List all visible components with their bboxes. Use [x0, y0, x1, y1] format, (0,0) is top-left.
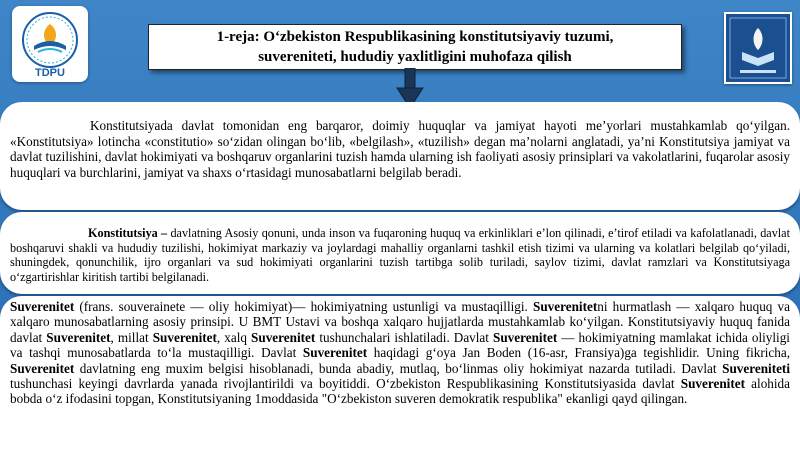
constitution-definition-box [0, 102, 800, 210]
sovereignty-text-segment: alohida bobda o‘z ifodasini topgan, Konstitutsiyaning 1moddasida "O‘zbekiston suveren demokratik respublika" ekanligi qayd qilingan. [10, 376, 790, 407]
sovereignty-text-segment: ni hurmatlash — xalqaro huquq va xalqaro munosabatlarning asosiy prinsipi. U BMT Ustavi va boshqa xalqaro hujjatlarda mustahkamlab ko‘yilgan. Konstitutsiyaviy huquq fanida davlat [10, 299, 790, 345]
sovereignty-box [0, 296, 800, 449]
sovereignty-term: Suverenitet [680, 376, 745, 392]
sovereignty-term: Suverenitet [302, 345, 368, 361]
slide-title-line1: 1-reja: O‘zbekiston Respublikasining konstitutsiyaviy tuzumi, [216, 29, 614, 45]
sovereignty-term: Suverenitet [493, 329, 558, 345]
sovereignty-term: Suverenitet [10, 299, 75, 314]
sovereignty-term: Suverenitet [251, 329, 316, 345]
constitution-term-text: davlatning Asosiy qonuni, unda inson va fuqaroning huquq va erkinliklari e’lon qilinadi, e’tirof etiladi va kafolatlanadi, davlat boshqaruvi shakli va hududiy tuzilishi, hokimiyat markaziy va joylardagi mahalliy organlarni tashkil etish tizimi va ularning va kolatlari belgilab qo‘yiladi, shuningdek, qonunchilik, ijro organlari va sud hokimiyati organlarini tuzish tartibga solib turiladi, saylov tizimi, davlat ramzlari va Konstitutsiyaga o‘zgartirishlar kiritish tartibi belgilanadi. [10, 226, 790, 284]
sovereignty-text-segment: davlatning eng muxim belgisi hisoblanadi, bunda abadiy, mutlaq, bo‘linmas oliy hokimiyat nazarda tutiladi. Davlat [74, 360, 723, 376]
sovereignty-term: Suverenitet [46, 329, 111, 345]
slide-title [155, 27, 675, 67]
constitution-definition-text: Konstitutsiyada davlat tomonidan eng barqaror, doimiy huquqlar va jamiyat hayoti me’yorlari mustahkamlab qo‘yilgan. «Konstitutsiya» lotincha «constitutio» so‘zidan olingan bo‘lib, «belgilash», «tuzilish» degan ma’nolarni anglatadi, ya’ni Konstitutsiya jamiyat va davlat tuzilishini, davlat hokimiyati va boshqaruv organlarini tuzish hamda ularning ish faoliyati asosiy prinsiplari va vakolatlarini, fuqarolar asosiy huquqlari va burchlarini, jamiyat va shaxs o‘rtasidagi munosabatlarni belgilab beradi. [10, 118, 790, 180]
sovereignty-text-segment: tushunchasi keyingi davrlarda yanada rivojlantirildi va boyitiddi. O‘zbekiston Respublikasining Konstitutsiyasida davlat [10, 376, 681, 392]
sovereignty-text-segment: , xalq [216, 329, 252, 345]
logo-text: TDPU [35, 67, 65, 79]
sovereignty-text-segment: — hokimiyatning mamlakat ichida oliyligi va tashqi munosabatlarda to‘la mustaqilligi. Davlat [10, 329, 790, 361]
sovereignty-term: Suverenitet [10, 360, 75, 376]
sovereignty-term: Suverenitet [533, 299, 598, 314]
sovereignty-paragraph [10, 299, 790, 407]
constitution-definition-paragraph [10, 118, 790, 180]
sovereignty-text-segment: tushunchalari ishlatiladi. Davlat [315, 329, 494, 345]
slide-title-box [148, 24, 682, 70]
constitution-term-box [0, 212, 800, 294]
university-emblem-icon [12, 6, 88, 82]
faculty-logo [724, 12, 792, 84]
constitution-term-paragraph [10, 226, 790, 284]
constitution-term: Konstitutsiya – [88, 226, 168, 240]
tdpu-logo [12, 6, 88, 82]
sovereignty-term: Suvereniteti [722, 360, 790, 376]
book-emblem-icon [726, 14, 790, 82]
sovereignty-text-segment: haqidagi g‘oya Jan Boden (16-asr, Fransiya)ga tegishlidir. Uning fikricha, [367, 345, 791, 361]
sovereignty-text-segment: , millat [110, 329, 153, 345]
sovereignty-text-segment: (frans. souverainete — oliy hokimiyat)— hokimiyatning ustunligi va mustaqilligi. [74, 299, 534, 314]
slide-title-line2: suvereniteti, hududiy yaxlitligini muhofaza qilish [258, 49, 572, 65]
sovereignty-term: Suverenitet [152, 329, 217, 345]
